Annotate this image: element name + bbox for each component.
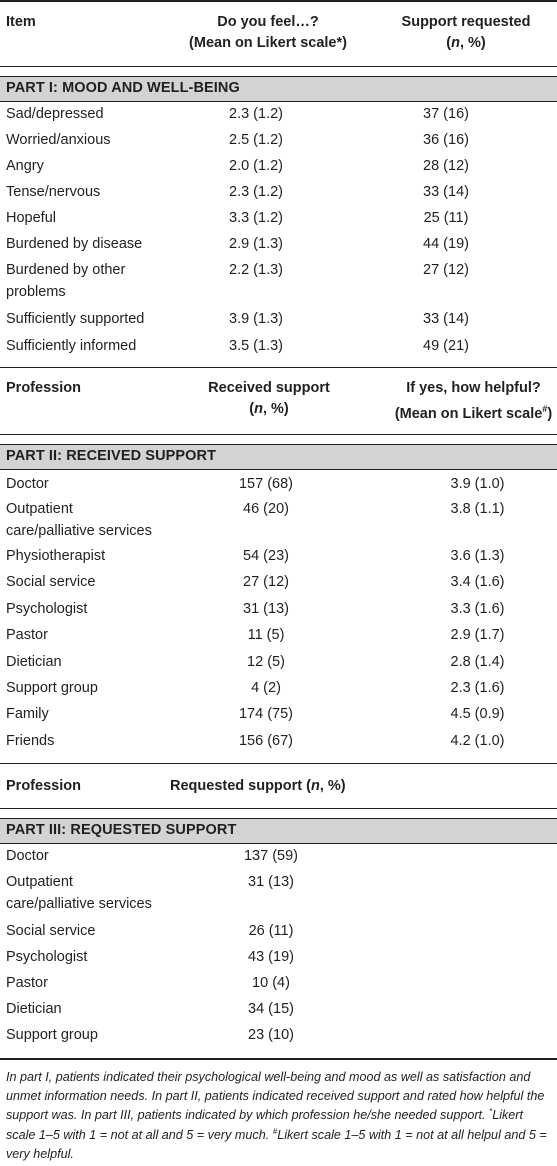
row-feel: 3.3 (1.2) [229,210,283,226]
row-requested: 26 (11) [248,923,294,939]
header-support-requested [380,12,552,54]
part2-header [0,378,557,424]
row-item: Angry [6,158,44,174]
row-support: 33 (14) [423,184,469,200]
row-item: Psychologist [6,601,88,617]
part3-header [0,776,557,800]
row-item: Burdened by disease [6,236,143,252]
row-requested: 10 (4) [252,975,290,991]
row-helpful: 3.9 (1.0) [450,476,505,492]
divider [0,763,557,764]
row-support: 49 (21) [423,338,469,354]
row-received: 4 (2) [251,680,281,696]
header-feel [168,12,368,54]
row-feel: 3.9 (1.3) [229,311,283,327]
row-helpful: 3.6 (1.3) [450,548,505,564]
header-feel-line2: (Mean on Likert scale*) [189,35,347,51]
row-item: Sufficiently supported [6,311,145,327]
row-item: Doctor [6,848,49,864]
header-requested: Requested support (n, %) [170,778,346,794]
row-item: Burdened by other problems [6,262,126,300]
row-feel: 2.0 (1.2) [229,158,283,174]
row-support: 33 (14) [423,311,469,327]
row-support: 36 (16) [423,132,469,148]
row-item: Dietician [6,1001,62,1017]
row-item: Pastor [6,627,48,643]
row-item: Pastor [6,975,48,991]
row-helpful: 4.5 (0.9) [450,706,505,722]
table-top-rule [0,0,557,2]
divider [0,367,557,368]
header-feel-line1: Do you feel…? [217,14,319,30]
row-requested: 31 (13) [248,874,294,890]
section-band-part1 [0,76,557,102]
row-feel: 2.2 (1.3) [229,262,283,278]
divider [0,66,557,67]
row-requested: 23 (10) [248,1027,294,1043]
row-item: Outpatient care/palliative services [6,501,152,539]
row-requested: 137 (59) [243,848,298,864]
header-support-line1: Support requested [401,14,531,30]
row-item: Support group [6,1027,98,1043]
row-received: 174 (75) [238,706,293,722]
row-support: 44 (19) [423,236,469,252]
section-title: PART III: REQUESTED SUPPORT [6,822,237,838]
row-helpful: 2.9 (1.7) [450,627,505,643]
row-received: 27 (12) [243,574,289,590]
row-helpful: 3.3 (1.6) [450,601,505,617]
header-profession: Profession [6,778,81,794]
row-support: 27 (12) [423,262,469,278]
row-received: 12 (5) [247,654,285,670]
row-item: Tense/nervous [6,184,101,200]
row-item: Friends [6,733,55,749]
row-helpful: 3.8 (1.1) [450,501,505,517]
row-item: Psychologist [6,949,88,965]
row-requested: 43 (19) [248,949,294,965]
section-title: PART I: MOOD AND WELL-BEING [6,80,240,96]
divider [0,808,557,809]
row-support: 37 (16) [423,106,469,122]
row-received: 31 (13) [243,601,289,617]
row-helpful: 3.4 (1.6) [450,574,505,590]
part1-header [0,12,557,56]
row-received: 157 (68) [238,476,293,492]
header-received: Received support (n, %) [208,380,330,417]
row-item: Worried/anxious [6,132,111,148]
row-item: Physiotherapist [6,548,106,564]
row-received: 156 (67) [238,733,293,749]
table-footnote: In part I, patients indicated their psychological well-being and mood as well as satisfaction and unmet information needs. In part II, patients indicated received support and rated how helpful the support was. In part III, patients indicated by which profession he/she needed support. *Likert scale 1–5 with 1 = not at all and 5 = very much. #Likert scale 1–5 with 1 = not at all helpul and 5 = very helpful. [6,1070,547,1161]
row-item: Hopeful [6,210,56,226]
header-item: Item [6,14,36,30]
row-item: Support group [6,680,98,696]
row-item: Sad/depressed [6,106,104,122]
row-item: Family [6,706,49,722]
row-feel: 2.3 (1.2) [229,184,283,200]
table-bottom-rule [0,1058,557,1060]
row-requested: 34 (15) [248,1001,294,1017]
row-item: Social service [6,923,96,939]
row-helpful: 2.8 (1.4) [450,654,505,670]
row-item: Dietician [6,654,62,670]
row-feel: 2.9 (1.3) [229,236,283,252]
row-support: 28 (12) [423,158,469,174]
row-helpful: 2.3 (1.6) [450,680,505,696]
row-item: Sufficiently informed [6,338,137,354]
row-item: Outpatient care/palliative services [6,874,152,912]
header-profession: Profession [6,380,81,396]
header-helpful: If yes, how helpful? (Mean on Likert scale#) [394,380,553,422]
row-received: 11 (5) [247,627,285,643]
row-feel: 3.5 (1.3) [229,338,283,354]
section-band-part2 [0,444,557,470]
row-received: 54 (23) [243,548,289,564]
row-item: Doctor [6,476,49,492]
section-band-part3 [0,818,557,844]
row-received: 46 (20) [243,501,289,517]
row-feel: 2.5 (1.2) [229,132,283,148]
header-support-line2: (n, %) [446,35,486,51]
row-support: 25 (11) [423,210,469,226]
section-title: PART II: RECEIVED SUPPORT [6,448,217,464]
row-feel: 2.3 (1.2) [229,106,283,122]
row-item: Social service [6,574,96,590]
divider [0,434,557,435]
row-helpful: 4.2 (1.0) [450,733,505,749]
